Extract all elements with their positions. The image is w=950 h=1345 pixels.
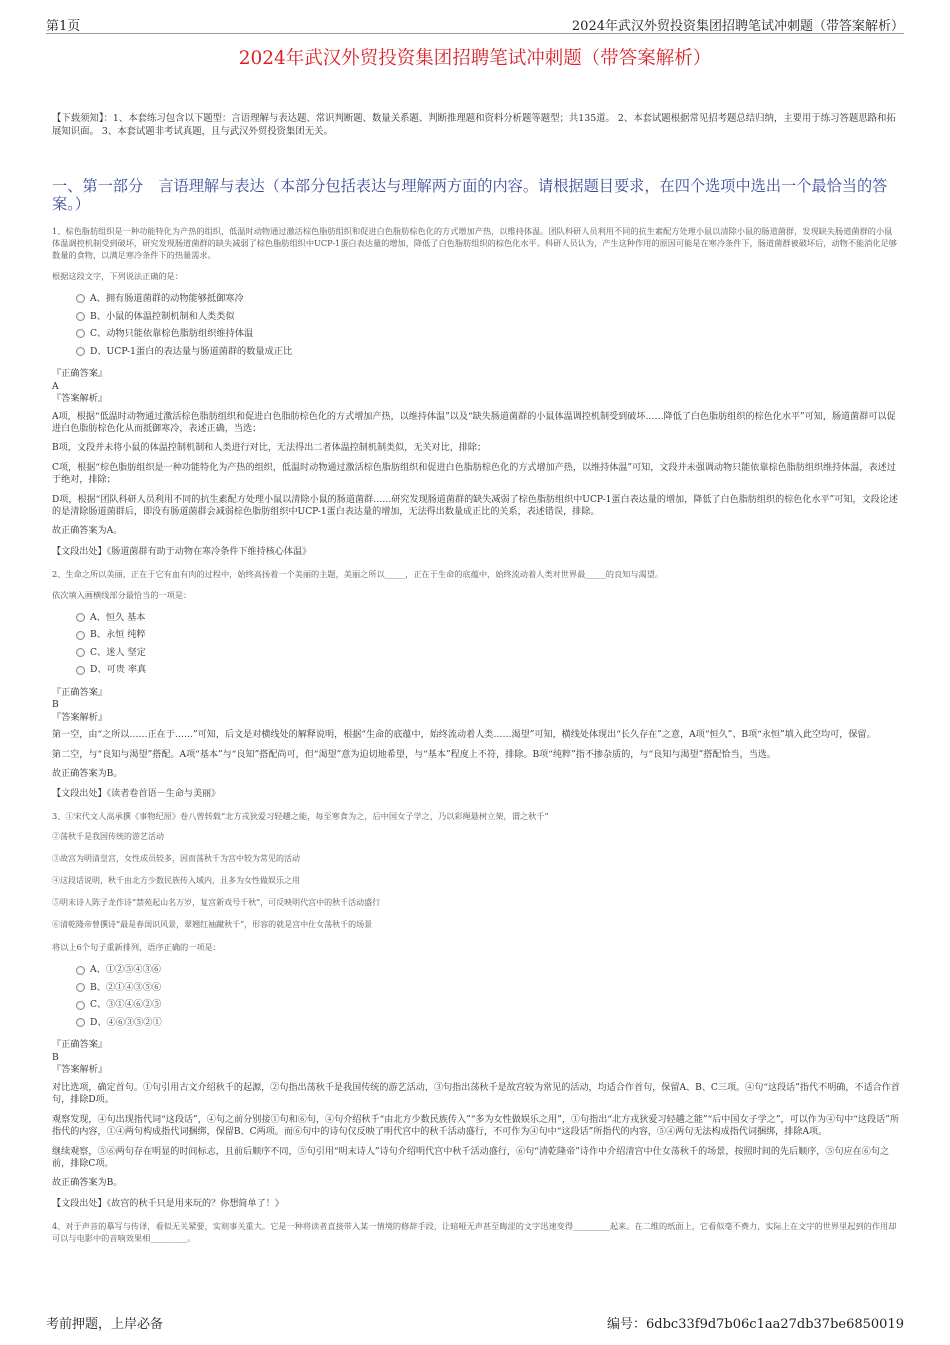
radio-button[interactable] <box>76 312 85 321</box>
option-d[interactable] <box>76 661 900 679</box>
question-prompt: 依次填入画横线部分最恰当的一项是： <box>52 589 192 600</box>
answer-value: B <box>52 1051 59 1063</box>
radio-button[interactable] <box>76 613 85 622</box>
analysis-conclusion: 故正确答案为A。 <box>52 526 123 537</box>
radio-button[interactable] <box>76 666 85 675</box>
analysis-paragraph: 继续观察，⑤⑥两句存在明显的时间标志，且前后顺序不同，⑤句引用“明末诗人”诗句介绍明代宫中秋千活动盛行，⑥句“清乾隆帝”诗作中介绍清宫中仕女荡秋千的场景，按照时间的先后顺序，⑤句应在⑥句之前，排除C项。 <box>52 1146 890 1169</box>
page-number: 第1页 <box>46 19 81 34</box>
analysis-label: 『答案解析』 <box>52 393 108 404</box>
option-text: D、可贵 率真 <box>90 664 147 676</box>
option-a[interactable] <box>76 609 900 627</box>
sentence-item: ③故宫为明清皇宫，女性成员较多，因而荡秋千为宫中较为常见的活动 <box>52 854 300 864</box>
question-2 <box>52 568 900 801</box>
option-text: B、永恒 纯粹 <box>90 629 146 641</box>
analysis-conclusion: 故正确答案为B。 <box>52 1178 123 1189</box>
question-stem: 2、生命之所以美丽，正在于它有血有肉的过程中，始终高扬着一个美丽的主题，美丽之所以_____，正在于生命的底蕴中，始终流动着人类对世界最_____的良知与渴望。 <box>52 568 664 579</box>
radio-button[interactable] <box>76 347 85 356</box>
sentence-item: ②荡秋千是我国传统的游艺活动 <box>52 832 164 842</box>
questions-content <box>52 225 900 1253</box>
radio-button[interactable] <box>76 631 85 640</box>
option-b[interactable] <box>76 626 900 644</box>
analysis-label: 『答案解析』 <box>52 1064 108 1076</box>
section-heading: 一、第一部分 言语理解与表达（本部分包括表达与理解两方面的内容。请根据题目要求，在四个选项中选出一个最恰当的答案。） <box>52 177 888 213</box>
question-stem: 4、对于声音的摹写与传译，看似无关紧要，实则事关重大。它是一种将读者直接带入某一情境的修辞手段，让暗哑无声甚至晦涩的文字迅速变得_________起来。在二维的纸面上，它看似毫不费力，实际上在文字的世界里起到的作用却可以与电影中的音响效果相_________。 <box>52 1220 897 1243</box>
source-citation: 【文段出处】《故宫的秋千只是用来玩的？你想简单了！》 <box>52 1198 284 1209</box>
download-notice: 【下载须知】：1、本套练习包含以下题型：言语理解与表达题、常识判断题、数量关系题、判断推理题和资料分析题等题型；共135道。 2、本套试题根据常见招考题总结归纳，主要用于练习答题思路和拓展知识面。 3、本套试题非考试真题，且与武汉外贸投资集团无关。 <box>52 113 896 137</box>
option-text: A、拥有肠道菌群的动物能够抵御寒冷 <box>90 293 244 304</box>
sentence-item: ⑥清乾隆帝曾撰诗“最是春闺识风景，翠翘红袖蹴秋千”，形容的就是宫中仕女荡秋千的场景 <box>52 920 373 930</box>
radio-button[interactable] <box>76 1018 85 1027</box>
analysis-paragraph: C项，根据“棕色脂肪组织是一种功能特化为产热的组织，低温时动物通过激活棕色脂肪组织和促进白色脂肪棕色化的方式增加产热，以维持体温”可知，文段并未强调动物只能依靠棕色脂肪组织维持体温，表述过于绝对，排除； <box>52 462 896 486</box>
question-prompt: 将以上6个句子重新排列，语序正确的一项是： <box>52 942 221 953</box>
option-c[interactable] <box>76 644 900 662</box>
option-c[interactable] <box>76 325 900 343</box>
answer-value: A <box>52 380 59 392</box>
question-stem: 1、棕色脂肪组织是一种功能特化为产热的组织，低温时动物通过激活棕色脂肪组织和促进白色脂肪棕色化的方式增加产热，以维持体温。团队科研人员利用不同的抗生素配方处理小鼠以清除小鼠的肠道菌群，发现缺失肠道菌群的小鼠体温调控机制受到破坏，研究发现肠道菌群的缺失减弱了棕色脂肪组织中UCP-1蛋白表达量的增加，降低了白色脂肪组织的棕色化水平。科研人员认为，产生这种作用的原因可能是在寒冷条件下，肠道菌群被破坏后，动物不能消化足够数量的食物，以满足寒冷条件下的热量需求。 <box>52 226 897 260</box>
option-list <box>76 290 900 360</box>
option-list <box>76 609 900 679</box>
analysis-paragraph: 对比选项，确定首句。①句引用古文介绍秋千的起源，②句指出荡秋千是我国传统的游艺活动，③句指出荡秋千是故宫较为常见的活动，均适合作首句，保留A、B、C三项。④句“这段话”指代不明确，不适合作首句，排除D项。 <box>52 1082 900 1106</box>
option-text: C、迷人 坚定 <box>90 646 146 658</box>
analysis-paragraph: A项，根据“低温时动物通过激活棕色脂肪组织和促进白色脂肪棕色化的方式增加产热，以维持体温”以及“缺失肠道菌群的小鼠体温调控机制受到破坏……降低了白色脂肪组织的棕色化水平”可知，肠道菌群可以促进白色脂肪棕色化从而抵御寒冷，表述正确，当选； <box>52 411 896 434</box>
footer-serial-number: 编号：6dbc33f9d7b06c1aa27db37be6850019 <box>607 1317 904 1332</box>
page-footer <box>46 1313 904 1331</box>
radio-button[interactable] <box>76 966 85 975</box>
option-d[interactable] <box>76 1014 900 1032</box>
option-b[interactable] <box>76 308 900 326</box>
analysis-label: 『答案解析』 <box>52 711 108 723</box>
analysis-paragraph: 第一空，由“之所以……正在于……”可知，后文是对横线处的解释说明，根据“生命的底蕴中，始终流动着人类……渴望”可知，横线处体现出“长久存在”之意，A项“恒久”、B项“永恒”填入此空均可，保留。 <box>52 730 876 741</box>
option-text: D、UCP-1蛋白的表达量与肠道菌群的数量成正比 <box>90 345 293 357</box>
footer-slogan: 考前押题，上岸必备 <box>46 1317 164 1332</box>
question-stem: 3、①宋代文人高承撰《事物纪原》卷八曾转载“北方戎狄爱习轻趫之能，每至寒食为之，后中国女子学之，乃以彩绳悬树立架，谓之秋千” <box>52 811 549 822</box>
question-3 <box>52 810 900 1209</box>
analysis-paragraph: 观察发现，④句出现指代词“这段话”，④句之前分别接①句和⑥句，④句介绍秋千“由北方少数民族传入”“多为女性做娱乐之用”，①句指出“北方戎狄爱习轻趫之能”“后中国女子学之”，可以作为④句中“这段话”所指代的内容，①④两句构成指代词捆绑，保留B、C两项。而⑥句中的诗句仅反映了明代宫中的秋千活动盛行，不可作为④句中“这段话”所指代的内容，⑤④两句无法构成指代词捆绑，排除A项。 <box>52 1114 899 1138</box>
answer-label: 『正确答案』 <box>52 368 108 379</box>
option-b[interactable] <box>76 979 900 997</box>
option-a[interactable] <box>76 290 900 308</box>
radio-button[interactable] <box>76 983 85 992</box>
option-d[interactable] <box>76 343 900 361</box>
option-text: D、④⑥③⑤②① <box>90 1016 162 1028</box>
page-header <box>46 14 904 34</box>
question-prompt: 根据这段文字，下列说法正确的是： <box>52 271 184 281</box>
source-citation: 【文段出处】《读者卷首语－生命与美丽》 <box>52 789 221 800</box>
analysis-paragraph: B项，文段并未将小鼠的体温控制机制和人类进行对比，无法得出二者体温控制机制类似，无关对比，排除； <box>52 443 487 454</box>
sentence-item: ④这段话说明，秋千由北方少数民族传入域内，且多为女性做娱乐之用 <box>52 876 300 886</box>
option-text: B、小鼠的体温控制机制和人类类似 <box>90 310 235 322</box>
option-text: A、①②⑤④③⑥ <box>90 964 161 976</box>
question-1 <box>52 225 900 558</box>
radio-button[interactable] <box>76 329 85 338</box>
analysis-paragraph: D项，根据“团队科研人员利用不同的抗生素配方处理小鼠以清除小鼠的肠道菌群……研究发现肠道菌群的缺失减弱了棕色脂肪组织中UCP-1蛋白表达量的增加，降低了白色脂肪组织的棕色化水平”可知，文段论述的是清除肠道菌群后，即没有肠道菌群会减弱棕色脂肪组织中UCP-1蛋白表达量的增加，无法得出数量成正比的关系，表述错误，排除。 <box>52 494 898 517</box>
option-text: B、②①④③⑤⑥ <box>90 981 162 993</box>
document-title: 2024年武汉外贸投资集团招聘笔试冲刺题（带答案解析） <box>238 48 712 69</box>
radio-button[interactable] <box>76 294 85 303</box>
answer-label: 『正确答案』 <box>52 1039 108 1051</box>
option-a[interactable] <box>76 961 900 979</box>
header-doc-title: 2024年武汉外贸投资集团招聘笔试冲刺题（带答案解析） <box>571 19 904 34</box>
source-citation: 【文段出处】《肠道菌群有助于动物在寒冷条件下维持核心体温》 <box>52 546 312 557</box>
sentence-item: ⑤明末诗人陈子龙作诗“禁苑起山名万岁，复宫新戏号千秋”，可反映明代宫中的秋千活动盛行 <box>52 898 381 908</box>
answer-value: B <box>52 699 59 711</box>
radio-button[interactable] <box>76 648 85 657</box>
analysis-paragraph: 第二空，与“良知与渴望”搭配。A项“基本”与“良知”搭配尚可，但“渴望”意为迫切地希望，与“基本”程度上不符，排除。B项“纯粹”指不掺杂质的，与“良知与渴望”搭配恰当，当选。 <box>52 749 776 760</box>
option-text: C、③①④⑥②⑤ <box>90 999 162 1011</box>
option-list <box>76 961 900 1031</box>
analysis-conclusion: 故正确答案为B。 <box>52 769 123 780</box>
option-text: A、恒久 基本 <box>90 611 146 623</box>
radio-button[interactable] <box>76 1001 85 1010</box>
question-4 <box>52 1220 900 1244</box>
answer-label: 『正确答案』 <box>52 686 108 698</box>
option-text: C、动物只能依靠棕色脂肪组织维持体温 <box>90 328 254 339</box>
option-c[interactable] <box>76 996 900 1014</box>
